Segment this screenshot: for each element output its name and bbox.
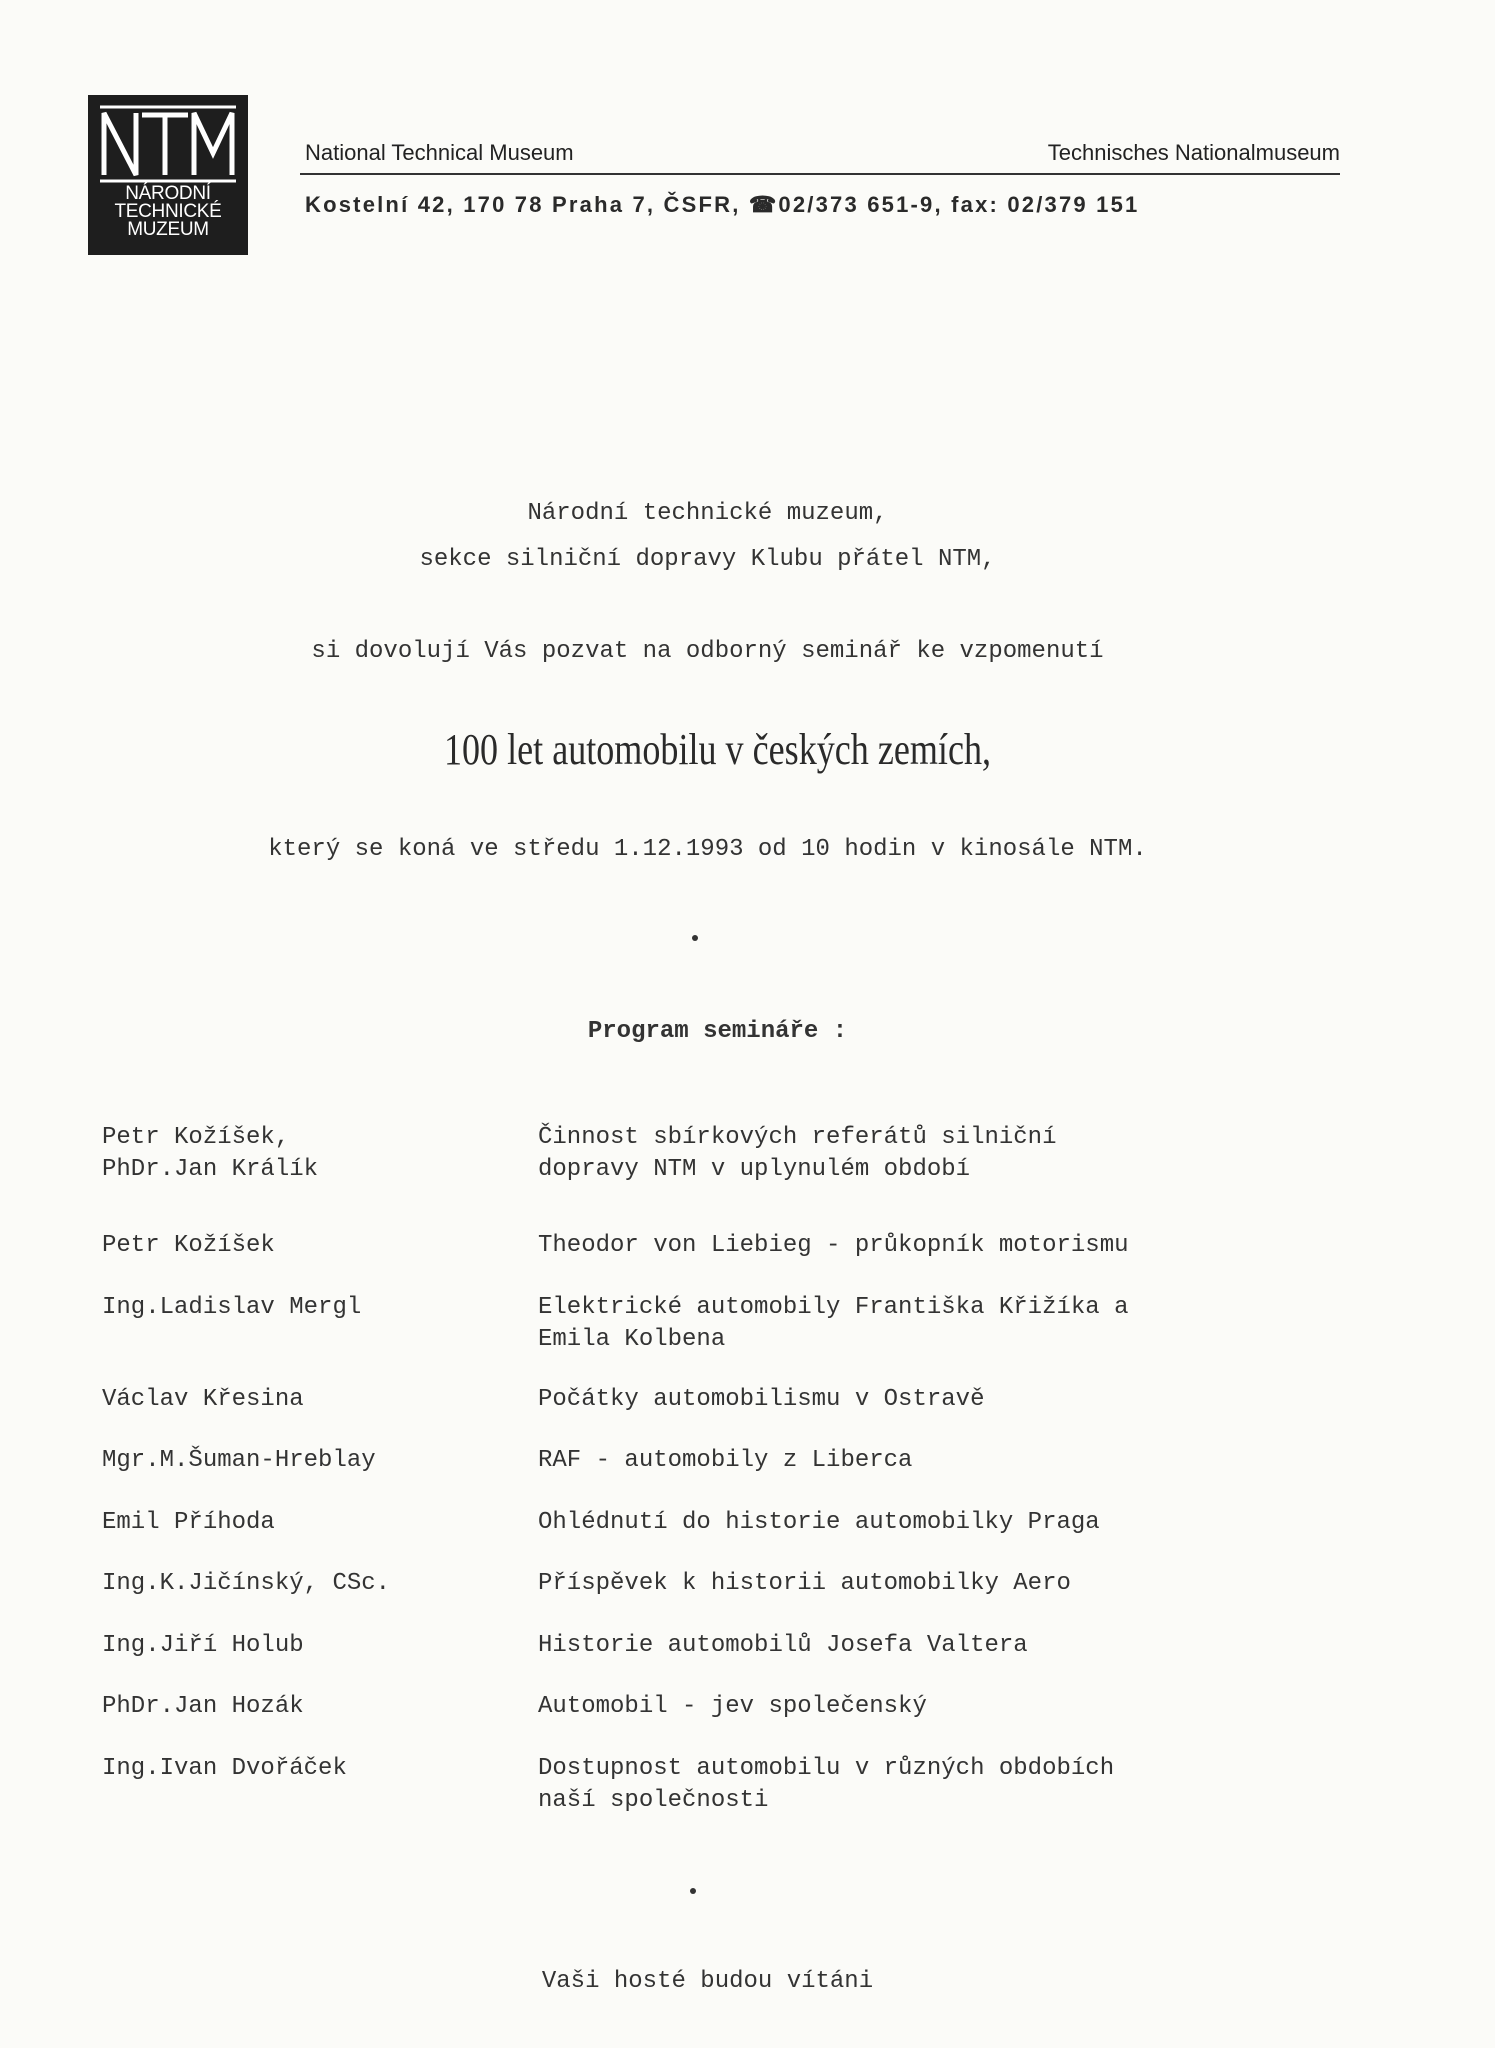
logo-line-3: MUZEUM bbox=[127, 219, 209, 240]
museum-logo bbox=[88, 95, 248, 255]
invitation-line: si dovolují Vás pozvat na odborný seminář ke vzpomenutí bbox=[311, 638, 1104, 665]
program-speaker bbox=[102, 1230, 522, 1262]
museum-name-german: Technisches Nationalmuseum bbox=[1047, 140, 1340, 165]
topic-line: RAF - automobily z Liberca bbox=[538, 1447, 913, 1474]
program-topic bbox=[538, 1630, 1378, 1662]
separator-bullet bbox=[690, 1888, 696, 1894]
topic-line: naší společnosti bbox=[538, 1787, 769, 1814]
speaker-line: Ing.Jiří Holub bbox=[102, 1632, 304, 1659]
program-topic bbox=[538, 1230, 1378, 1262]
header-rule bbox=[300, 173, 1340, 175]
topic-line: dopravy NTM v uplynulém období bbox=[538, 1156, 971, 1183]
logo-wordmark bbox=[88, 185, 248, 239]
speaker-line: Ing.K.Jičínský, CSc. bbox=[102, 1570, 391, 1597]
intro-line-2: sekce silniční dopravy Klubu přátel NTM, bbox=[419, 546, 996, 573]
topic-line: Ohlédnutí do historie automobilky Praga bbox=[538, 1509, 1100, 1536]
topic-line: Příspěvek k historii automobilky Aero bbox=[538, 1570, 1071, 1597]
program-speaker bbox=[102, 1445, 522, 1477]
program-speaker bbox=[102, 1507, 522, 1539]
program-topic bbox=[538, 1122, 1378, 1186]
program-heading: Program semináře : bbox=[587, 1018, 848, 1045]
speaker-line: Petr Kožíšek, bbox=[102, 1124, 290, 1151]
speaker-line: Mgr.M.Šuman-Hreblay bbox=[102, 1447, 376, 1474]
seminar-date-line: který se koná ve středu 1.12.1993 od 10 hodin v kinosále NTM. bbox=[268, 836, 1147, 863]
intro-line-1: Národní technické muzeum, bbox=[527, 500, 888, 527]
ntm-monogram-icon bbox=[98, 103, 238, 183]
speaker-line: Petr Kožíšek bbox=[102, 1232, 275, 1259]
program-topic bbox=[538, 1753, 1378, 1817]
topic-line: Činnost sbírkových referátů silniční bbox=[538, 1124, 1057, 1151]
closing-line: Vaši hosté budou vítáni bbox=[541, 1968, 874, 1995]
speaker-line: Ing.Ivan Dvořáček bbox=[102, 1755, 347, 1782]
museum-address: Kostelní 42, 170 78 Praha 7, ČSFR, ☎02/373 651-9, fax: 02/379 151 bbox=[305, 192, 1140, 217]
seminar-title: 100 let automobilu v českých zemích, bbox=[443, 725, 992, 774]
logo-line-2: TECHNICKÉ bbox=[114, 201, 222, 222]
topic-line: Historie automobilů Josefa Valtera bbox=[538, 1632, 1028, 1659]
program-topic bbox=[538, 1384, 1378, 1416]
program-speaker bbox=[102, 1630, 522, 1662]
program-topic bbox=[538, 1507, 1378, 1539]
program-speaker bbox=[102, 1122, 522, 1186]
speaker-line: Ing.Ladislav Mergl bbox=[102, 1294, 362, 1321]
program-speaker bbox=[102, 1753, 522, 1785]
program-speaker bbox=[102, 1292, 522, 1324]
program-speaker bbox=[102, 1384, 522, 1416]
logo-line-1: NÁRODNÍ bbox=[125, 183, 211, 204]
speaker-line: PhDr.Jan Hozák bbox=[102, 1693, 304, 1720]
topic-line: Theodor von Liebieg - průkopník motorismu bbox=[538, 1232, 1129, 1259]
museum-name-english: National Technical Museum bbox=[305, 140, 574, 165]
topic-line: Emila Kolbena bbox=[538, 1326, 726, 1353]
speaker-line: PhDr.Jan Králík bbox=[102, 1156, 319, 1183]
program-topic bbox=[538, 1568, 1378, 1600]
topic-line: Automobil - jev společenský bbox=[538, 1693, 927, 1720]
separator-bullet bbox=[692, 935, 698, 941]
speaker-line: Emil Příhoda bbox=[102, 1509, 275, 1536]
topic-line: Elektrické automobily Františka Křižíka a bbox=[538, 1294, 1129, 1321]
program-speaker bbox=[102, 1691, 522, 1723]
program-topic bbox=[538, 1292, 1378, 1356]
program-topic bbox=[538, 1445, 1378, 1477]
topic-line: Počátky automobilismu v Ostravě bbox=[538, 1386, 985, 1413]
program-topic bbox=[538, 1691, 1378, 1723]
topic-line: Dostupnost automobilu v různých obdobích bbox=[538, 1755, 1115, 1782]
speaker-line: Václav Křesina bbox=[102, 1386, 304, 1413]
program-speaker bbox=[102, 1568, 522, 1600]
